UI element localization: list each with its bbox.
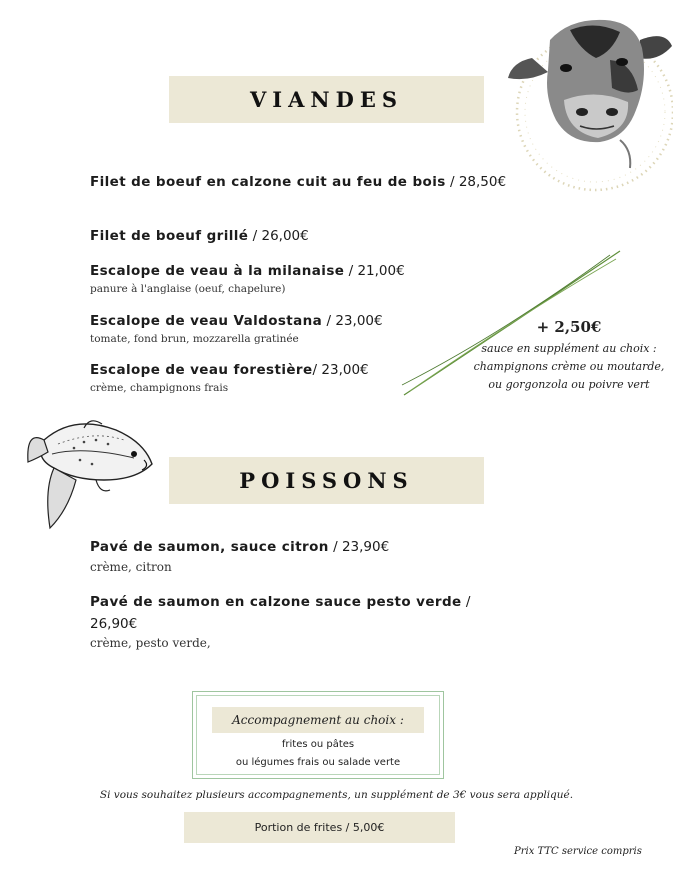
item-separator: /	[461, 594, 471, 610]
price-footer: Prix TTC service compris	[514, 846, 642, 857]
item-separator: /	[312, 362, 322, 378]
frites-portion-label: Portion de frites / 5,00€	[254, 821, 385, 834]
sauce-supplement-note	[470, 318, 668, 394]
item-separator: /	[445, 174, 459, 190]
accompagnement-title-bar	[212, 707, 424, 733]
item-separator: /	[344, 263, 358, 279]
viandes-banner	[169, 76, 484, 123]
sauce-supplement-line: ou gorgonzola ou poivre vert	[488, 378, 650, 391]
item-description: panure à l'anglaise (oeuf, chapelure)	[90, 283, 286, 295]
item-separator: /	[322, 313, 336, 329]
item-name: Escalope de veau à la milanaise	[90, 263, 345, 279]
menu-item	[90, 360, 369, 395]
fish-icon	[24, 410, 159, 535]
menu-item	[90, 226, 309, 246]
menu-item	[90, 537, 389, 574]
item-price: 21,00€	[357, 263, 405, 279]
item-price: 28,50€	[458, 174, 507, 190]
item-price: 23,00€	[321, 362, 369, 378]
item-price: 26,00€	[261, 228, 309, 244]
menu-item	[90, 311, 383, 346]
item-name: Filet de boeuf en calzone cuit au feu de bois	[90, 174, 446, 190]
item-name: Filet de boeuf grillé	[90, 228, 249, 244]
poissons-banner	[169, 457, 484, 504]
supplement-notice: Si vous souhaitez plusieurs accompagnements, un supplément de 3€ vous sera appliqué.	[99, 789, 574, 801]
accompagnement-line: ou légumes frais ou salade verte	[235, 757, 401, 768]
item-separator: /	[248, 228, 262, 244]
menu-item	[90, 261, 405, 296]
item-name: Escalope de veau forestière	[90, 362, 313, 378]
item-description: tomate, fond brun, mozzarella gratinée	[90, 333, 299, 345]
item-description: crème, pesto verde,	[90, 636, 211, 650]
item-name: Escalope de veau Valdostana	[90, 313, 323, 329]
menu-item	[90, 172, 510, 192]
viandes-title: VIANDES	[250, 87, 403, 112]
cow-illustration	[500, 0, 673, 215]
item-description: crème, champignons frais	[90, 382, 229, 394]
poissons-title: POISSONS	[239, 468, 414, 493]
accompagnement-title: Accompagnement au choix :	[232, 713, 404, 727]
accompagnement-line: frites ou pâtes	[281, 739, 355, 750]
item-price: 23,90€	[341, 539, 390, 555]
item-price: 26,90€	[90, 616, 138, 632]
sauce-supplement-line: champignons crème ou moutarde,	[473, 360, 665, 373]
item-name: Pavé de saumon en calzone sauce pesto verde	[90, 594, 462, 610]
item-price: 23,00€	[335, 313, 383, 329]
item-separator: /	[328, 539, 342, 555]
fish-illustration	[24, 410, 159, 535]
sauce-supplement-price: + 2,50€	[536, 318, 602, 336]
item-name: Pavé de saumon, sauce citron	[90, 539, 329, 555]
menu-item	[90, 592, 520, 650]
item-description: crème, citron	[90, 560, 172, 574]
cow-head-icon	[500, 0, 673, 215]
frites-portion-bar	[184, 812, 455, 843]
sauce-supplement-line: sauce en supplément au choix :	[481, 342, 657, 355]
